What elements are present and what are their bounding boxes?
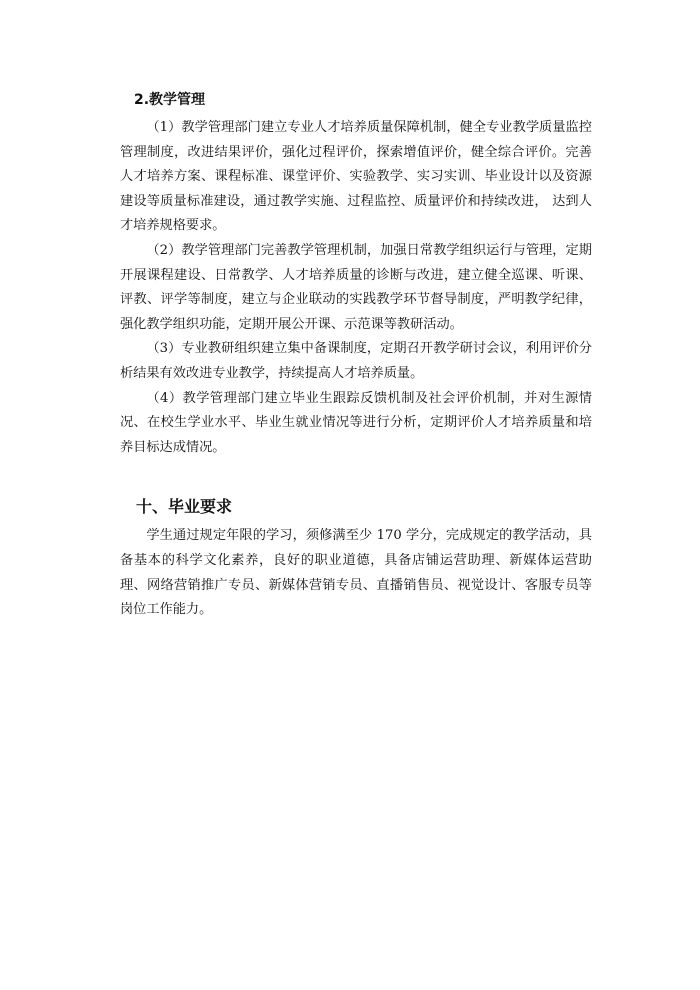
paragraph-3: （3）专业教研组织建立集中备课制度，定期召开教学研讨会议，利用评价分析结果有效改进专业教学，持续提高人才培养质量。 <box>120 341 592 381</box>
subsection-heading: 2.教学管理 <box>134 92 206 108</box>
page-content <box>120 88 592 623</box>
paragraph-4: （4）教学管理部门建立毕业生跟踪反馈机制及社会评价机制，并对生源情况、在校生学业水平、毕业生就业情况等进行分析，定期评价人才培养质量和培养目标达成情况。 <box>120 390 592 455</box>
section-heading: 十、毕业要求 <box>136 497 233 517</box>
paragraph-1: （1）教学管理部门建立专业人才培养质量保障机制，健全专业教学质量监控管理制度，改进结果评价，强化过程评价，探索增值评价，健全综合评价。完善人才培养方案、课程标准、课堂评价、实验教学、实习实训、毕业设计以及资源建设等质量标准建设，通过教学实施、过程监控、质量评价和持续改进， 达到人才培养规格要求。 <box>120 120 592 234</box>
graduation-requirements-paragraph: 学生通过规定年限的学习，须修满至少 170 学分，完成规定的教学活动，具备基本的科学文化素养，良好的职业道德，具备店铺运营助理、新媒体运营助理、网络营销推广专员、新媒体营销专员、直播销售员、视觉设计、客服专员等岗位工作能力。 <box>120 528 592 618</box>
paragraph-2: （2）教学管理部门完善教学管理机制，加强日常教学组织运行与管理，定期开展课程建设、日常教学、人才培养质量的诊断与改进，建立健全巡课、听课、评教、评学等制度，建立与企业联动的实践教学环节督导制度，严明教学纪律，强化教学组织功能，定期开展公开课、示范课等教研活动。 <box>120 242 592 332</box>
